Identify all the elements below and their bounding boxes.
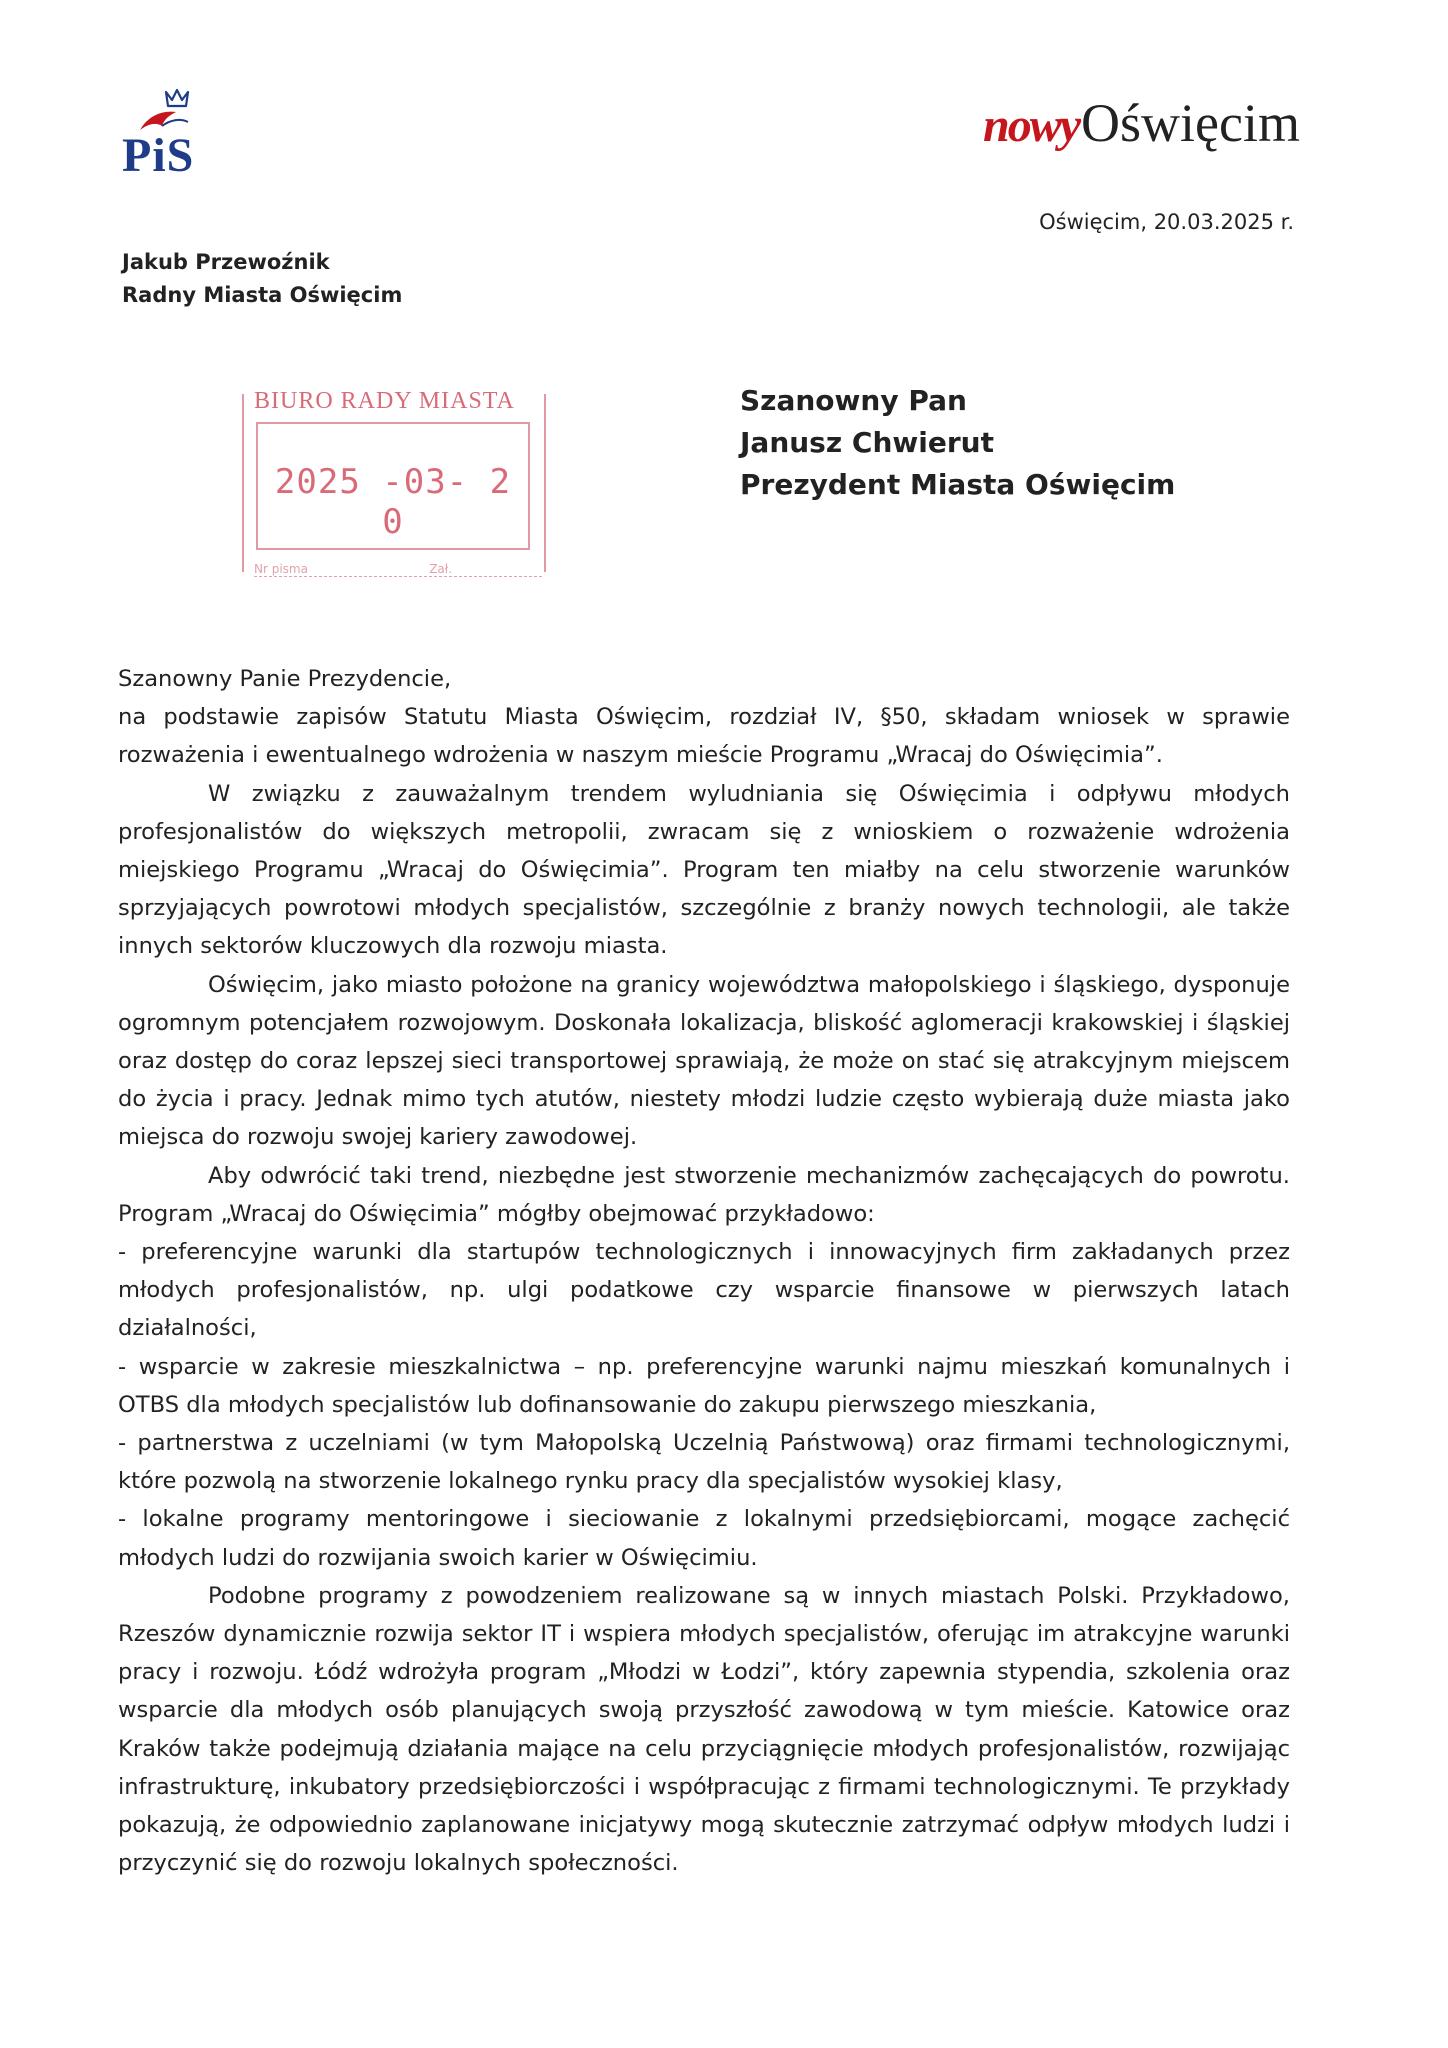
stamp-date: 2025 -03- 2 0 <box>274 462 512 542</box>
addressee-title: Prezydent Miasta Oświęcim <box>740 468 1176 501</box>
body-paragraph-5: Podobne programy z powodzeniem realizowane są w innych miastach Polski. Przykładowo, Rzeszów dynamicznie rozwija sektor IT i wspiera młodych specjalistów, oferując im atrakcyjne warunki pracy i rozwoju. Łódź wdrożyła program „Młodzi w Łodzi”, który zapewnia stypendia, szkolenia oraz wsparcie dla młodych osób planujących swoją przyszłość zawodową w tym mieście. Katowice oraz Kraków także podejmują działania mające na celu przyciągnięcie młodych profesjonalistów, rozwijając infrastrukturę, inkubatory przedsiębiorczości i współpracując z firmami technologicznymi. Te przykłady pokazują, że odpowiednio zaplanowane inicjatywy mogą skutecznie zatrzymać odpływ młodych ludzi i przyczynić się do rozwoju lokalnych społeczności. <box>118 1582 1290 1877</box>
body-paragraph-2: W związku z zauważalnym trendem wyludniania się Oświęcimia i odpływu młodych profesjonalistów do większych metropolii, zwracam się z wnioskiem o rozważenie wdrożenia miejskiego Programu „Wracaj do Oświęcimia”. Program ten miałby na celu stworzenie warunków sprzyjających powrotowi młodych specjalistów, szczególnie z branży nowych technologii, ale także innych sektorów kluczowych dla rozwoju miasta. <box>118 780 1290 960</box>
stamp-ref-label: Nr pisma <box>254 562 308 576</box>
body-list-item-1: - preferencyjne warunki dla startupów technologicznych i innowacyjnych firm zakładanych przez młodych profesjonalistów, np. ulgi podatkowe czy wsparcie finansowe w pierwszych latach działalności, <box>118 1239 1290 1342</box>
registry-stamp <box>240 388 548 584</box>
brand-logo-city: Oświęcim <box>1081 93 1300 153</box>
stamp-title: BIURO RADY MIASTA <box>254 388 515 414</box>
stamp-date-box <box>256 422 530 550</box>
brand-logo <box>983 92 1300 172</box>
stamp-att-label: Zał. <box>429 562 452 576</box>
sender-block <box>122 246 402 312</box>
addressee-salutation: Szanowny Pan <box>740 384 967 417</box>
body-salutation: Szanowny Panie Prezydencie, <box>118 666 452 692</box>
sender-name: Jakub Przewoźnik <box>122 250 330 274</box>
party-logo <box>122 86 214 182</box>
party-logo-text: PiS <box>122 129 195 182</box>
brand-logo-script: nowy <box>983 99 1080 152</box>
stamp-footer <box>254 562 542 577</box>
addressee-name: Janusz Chwierut <box>740 426 994 459</box>
body-list-item-4: - lokalne programy mentoringowe i sieciowanie z lokalnymi przedsiębiorcami, mogące zachęcić młodych ludzi do rozwijania swoich karier w Oświęcimiu. <box>118 1506 1290 1571</box>
letter-date: Oświęcim, 20.03.2025 r. <box>1039 210 1294 234</box>
letter-body <box>118 660 1290 1883</box>
body-list-item-2: - wsparcie w zakresie mieszkalnictwa – np. preferencyjne warunki najmu mieszkań komunalnych i OTBS dla młodych specjalistów lub dofinansowanie do zakupu pierwszego mieszkania, <box>118 1353 1290 1418</box>
body-paragraph-3: Oświęcim, jako miasto położone na granicy województwa małopolskiego i śląskiego, dysponuje ogromnym potencjałem rozwojowym. Doskonała lokalizacja, bliskość aglomeracji krakowskiej i śląskiej oraz dostęp do coraz lepszej sieci transportowej sprawiają, że może on stać się atrakcyjnym miejscem do życia i pracy. Jednak mimo tych atutów, niestety młodzi ludzie często wybierają duże miasta jako miejsca do rozwoju swojej kariery zawodowej. <box>118 971 1290 1151</box>
addressee-block <box>740 380 1175 506</box>
sender-title: Radny Miasta Oświęcim <box>122 283 403 307</box>
body-paragraph-1: na podstawie zapisów Statutu Miasta Oświęcim, rozdział IV, §50, składam wniosek w sprawie rozważenia i ewentualnego wdrożenia w naszym mieście Programu „Wracaj do Oświęcimia”. <box>118 704 1290 769</box>
body-paragraph-4: Aby odwrócić taki trend, niezbędne jest stworzenie mechanizmów zachęcających do powrotu. Program „Wracaj do Oświęcimia” mógłby obejmować przykładowo: <box>118 1162 1290 1227</box>
body-list-item-3: - partnerstwa z uczelniami (w tym Małopolską Uczelnią Państwową) oraz firmami technologicznymi, które pozwolą na stworzenie lokalnego rynku pracy dla specjalistów wysokiej klasy, <box>118 1430 1290 1495</box>
